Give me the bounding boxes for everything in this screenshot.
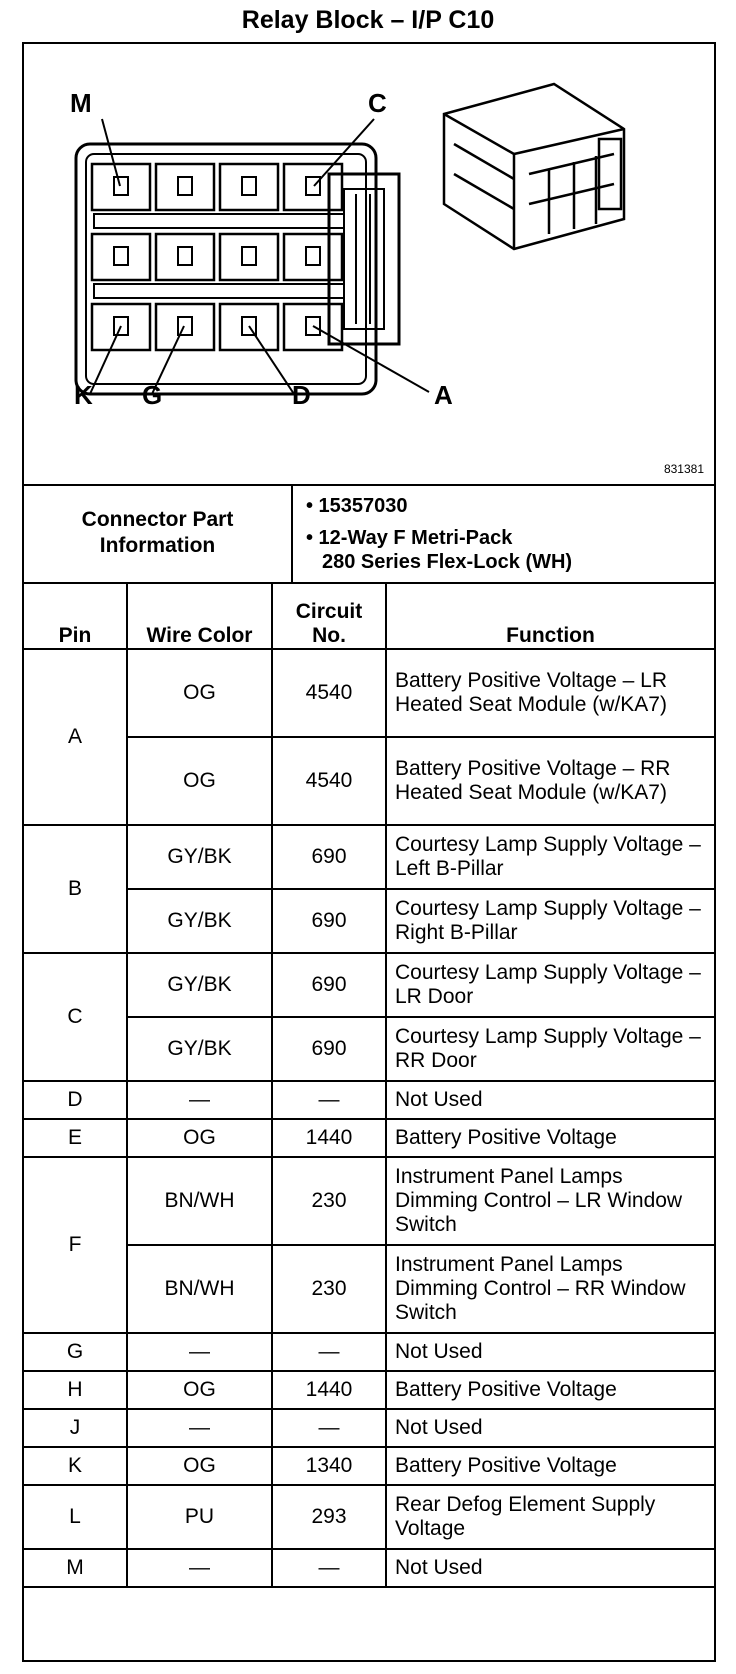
circuit-cell: 690: [272, 825, 386, 889]
function-cell: Not Used: [386, 1549, 714, 1587]
circuit-cell: —: [272, 1549, 386, 1587]
circuit-cell: 293: [272, 1485, 386, 1549]
pin-cell: J: [24, 1409, 127, 1447]
connector-description-line1: • 12-Way F Metri-Pack: [306, 527, 513, 549]
figure-number: 831381: [663, 462, 704, 476]
table-row: [24, 1485, 714, 1549]
function-cell: Battery Positive Voltage: [386, 1371, 714, 1409]
function-cell: Battery Positive Voltage: [386, 1447, 714, 1485]
header-pin: Pin: [24, 584, 127, 649]
wire-color-cell: GY/BK: [127, 889, 272, 953]
wire-color-cell: —: [127, 1333, 272, 1371]
pin-label-m: M: [70, 88, 92, 118]
connector-part-info-label: Connector Part Information: [24, 484, 293, 582]
header-wire-color: Wire Color: [127, 584, 272, 649]
circuit-cell: —: [272, 1333, 386, 1371]
part-number: • 15357030: [306, 495, 408, 517]
table-row: [24, 1371, 714, 1409]
function-cell: Battery Positive Voltage: [386, 1119, 714, 1157]
function-cell: Courtesy Lamp Supply Voltage – RR Door: [386, 1017, 714, 1081]
table-row: [24, 737, 714, 825]
table-row: [24, 953, 714, 1017]
table-row: [24, 1081, 714, 1119]
connector-part-info-details: [306, 494, 572, 574]
circuit-cell: 230: [272, 1157, 386, 1245]
wire-color-cell: OG: [127, 649, 272, 737]
wire-color-cell: —: [127, 1549, 272, 1587]
table-row: [24, 1245, 714, 1333]
pin-label-g: G: [142, 380, 163, 410]
table-row: [24, 889, 714, 953]
function-cell: Battery Positive Voltage – RR Heated Seat Module (w/KA7): [386, 737, 714, 825]
pin-label-k: K: [74, 380, 93, 410]
circuit-cell: 690: [272, 889, 386, 953]
table-row: [24, 1119, 714, 1157]
function-cell: Rear Defog Element Supply Voltage: [386, 1485, 714, 1549]
pin-cell: A: [24, 649, 127, 825]
wire-color-cell: OG: [127, 1447, 272, 1485]
table-row: [24, 1333, 714, 1371]
table-row: [24, 1017, 714, 1081]
function-cell: Battery Positive Voltage – LR Heated Seat Module (w/KA7): [386, 649, 714, 737]
pin-label-c: C: [368, 88, 387, 118]
wire-color-cell: GY/BK: [127, 1017, 272, 1081]
pin-cell: M: [24, 1549, 127, 1587]
wire-color-cell: BN/WH: [127, 1157, 272, 1245]
header-circuit: Circuit No.: [272, 584, 386, 649]
pin-cell: K: [24, 1447, 127, 1485]
pin-cell: C: [24, 953, 127, 1081]
wire-color-cell: BN/WH: [127, 1245, 272, 1333]
table-row: [24, 649, 714, 737]
pin-cell: D: [24, 1081, 127, 1119]
pin-cell: E: [24, 1119, 127, 1157]
table-header-row: [24, 584, 714, 649]
wire-color-cell: PU: [127, 1485, 272, 1549]
wire-color-cell: GY/BK: [127, 953, 272, 1017]
circuit-cell: 1340: [272, 1447, 386, 1485]
pin-cell: F: [24, 1157, 127, 1333]
wire-color-cell: —: [127, 1409, 272, 1447]
connector-diagram: [24, 44, 714, 486]
circuit-cell: —: [272, 1081, 386, 1119]
pinout-table: [24, 584, 714, 1588]
circuit-cell: 690: [272, 1017, 386, 1081]
pin-cell: H: [24, 1371, 127, 1409]
wire-color-cell: OG: [127, 1371, 272, 1409]
function-cell: Not Used: [386, 1409, 714, 1447]
connector-description-line2: 280 Series Flex-Lock (WH): [322, 551, 573, 573]
function-cell: Courtesy Lamp Supply Voltage – Left B-Pillar: [386, 825, 714, 889]
wire-color-cell: OG: [127, 737, 272, 825]
function-cell: Not Used: [386, 1333, 714, 1371]
circuit-cell: —: [272, 1409, 386, 1447]
table-row: [24, 1409, 714, 1447]
header-function: Function: [386, 584, 714, 649]
function-cell: Not Used: [386, 1081, 714, 1119]
circuit-cell: 230: [272, 1245, 386, 1333]
circuit-cell: 1440: [272, 1371, 386, 1409]
circuit-cell: 1440: [272, 1119, 386, 1157]
table-row: [24, 1447, 714, 1485]
circuit-cell: 690: [272, 953, 386, 1017]
table-row: [24, 1549, 714, 1587]
pin-label-d: D: [292, 380, 311, 410]
circuit-cell: 4540: [272, 737, 386, 825]
table-row: [24, 1157, 714, 1245]
page-title: Relay Block – I/P C10: [241, 6, 495, 34]
wire-color-cell: GY/BK: [127, 825, 272, 889]
connector-part-info: [24, 484, 714, 584]
connector-sheet: [22, 42, 716, 1662]
table-row: [24, 825, 714, 889]
pin-cell: B: [24, 825, 127, 953]
wire-color-cell: OG: [127, 1119, 272, 1157]
pin-label-a: A: [434, 380, 453, 410]
function-cell: Courtesy Lamp Supply Voltage – LR Door: [386, 953, 714, 1017]
function-cell: Instrument Panel Lamps Dimming Control – LR Window Switch: [386, 1157, 714, 1245]
pin-cell: L: [24, 1485, 127, 1549]
wire-color-cell: —: [127, 1081, 272, 1119]
function-cell: Courtesy Lamp Supply Voltage – Right B-Pillar: [386, 889, 714, 953]
function-cell: Instrument Panel Lamps Dimming Control – RR Window Switch: [386, 1245, 714, 1333]
circuit-cell: 4540: [272, 649, 386, 737]
pin-cell: G: [24, 1333, 127, 1371]
